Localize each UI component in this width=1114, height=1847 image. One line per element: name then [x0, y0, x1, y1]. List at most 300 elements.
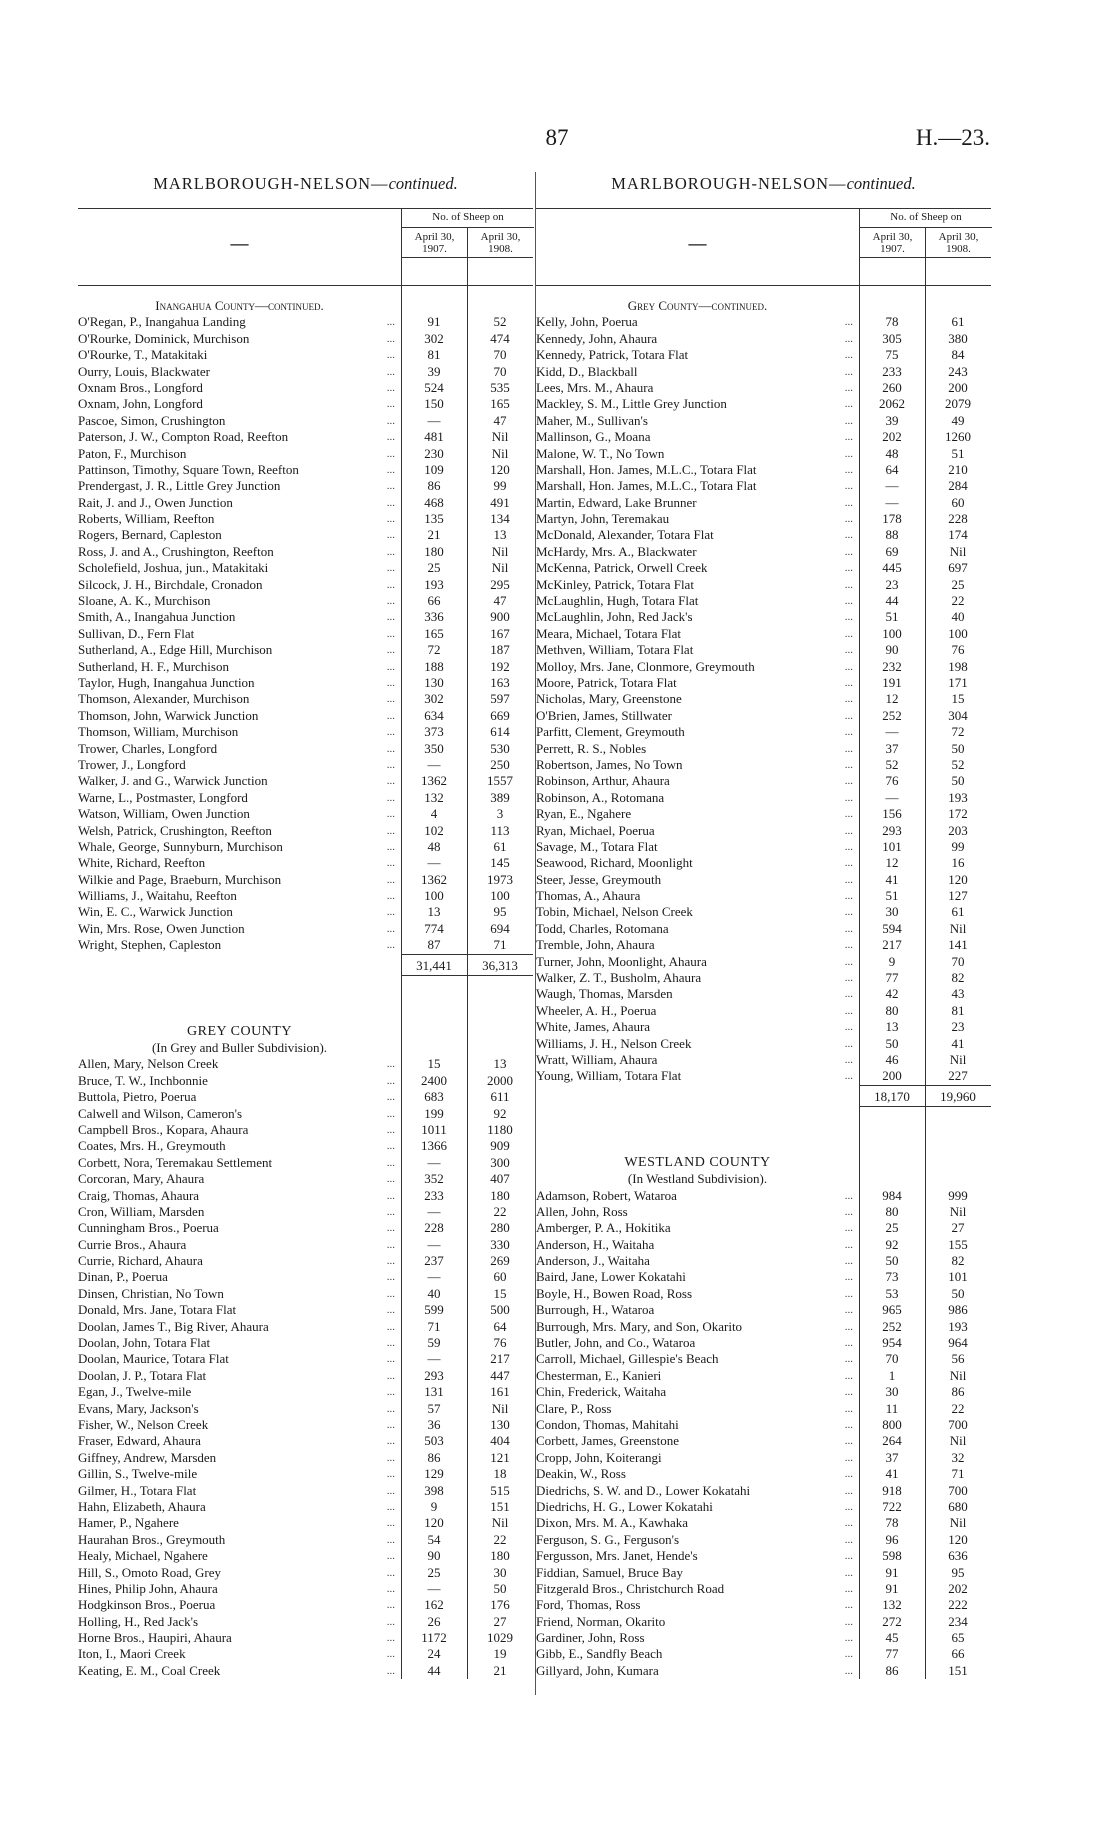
sheep-1908: 13 — [493, 1056, 507, 1072]
holder-name: Walker, Z. T., Busholm, Ahaura — [536, 970, 702, 986]
sheep-1907: 131 — [424, 1384, 444, 1400]
sheep-1908: 47 — [493, 593, 507, 609]
sheep-1908: Nil — [491, 445, 509, 461]
sheep-1907: 86 — [427, 478, 441, 494]
sheep-1907: 45 — [885, 1630, 899, 1646]
sheep-1907: 199 — [424, 1105, 444, 1121]
table-row — [78, 1384, 533, 1400]
holder-name: White, James, Ahaura — [536, 1019, 651, 1035]
sheep-1908: 15 — [493, 1285, 507, 1301]
sheep-1907: 39 — [885, 412, 899, 428]
holder-name: Win, Mrs. Rose, Owen Junction — [78, 920, 245, 936]
sheep-1907: — — [427, 756, 441, 772]
table-row — [536, 855, 991, 871]
sheep-1908: 82 — [951, 970, 965, 986]
sheep-1908: 1973 — [487, 871, 513, 887]
sheep-1907: 91 — [427, 314, 441, 330]
sheep-1907: 200 — [882, 1068, 902, 1084]
sheep-1908: 174 — [948, 527, 968, 543]
sheep-1908: 71 — [493, 937, 507, 953]
sheep-1908: 447 — [490, 1367, 510, 1383]
holder-name: Thomas, A., Ahaura — [536, 888, 641, 904]
holder-name: Paterson, J. W., Compton Road, Reefton — [78, 429, 289, 445]
holder-name: Savage, M., Totara Flat — [536, 838, 658, 854]
holder-name: Amberger, P. A., Hokitika — [536, 1220, 671, 1236]
sheep-1907: 102 — [424, 822, 444, 838]
sheep-1907: 71 — [427, 1318, 441, 1334]
sheep-1908: 330 — [490, 1236, 510, 1252]
holder-name: Boyle, H., Bowen Road, Ross — [536, 1285, 692, 1301]
sheep-1907: 1362 — [421, 871, 447, 887]
sheep-1907: — — [885, 478, 899, 494]
holder-name: Fisher, W., Nelson Creek — [78, 1417, 209, 1432]
holder-name: Waugh, Thomas, Marsden — [536, 986, 673, 1002]
sheep-1908: 222 — [948, 1597, 968, 1613]
table-row — [78, 1417, 533, 1433]
sheep-1907: 52 — [885, 756, 899, 772]
sheep-1908: 60 — [493, 1269, 507, 1285]
table-row — [78, 314, 533, 330]
sheep-1908: 694 — [490, 920, 510, 936]
sheep-1908: 697 — [948, 560, 968, 576]
sheep-1907: 11 — [885, 1400, 899, 1416]
sheep-1908: 18 — [493, 1466, 507, 1482]
holder-name: Buttola, Pietro, Poerua — [78, 1089, 197, 1105]
holder-name: Kidd, D., Blackball — [536, 363, 638, 379]
sheep-1908: 99 — [493, 478, 507, 494]
sheep-1908: 101 — [948, 1269, 968, 1285]
sheep-1908: 474 — [490, 330, 510, 346]
sheep-1908: 121 — [490, 1449, 510, 1465]
sheep-1908: 491 — [490, 494, 510, 510]
sheep-1908: 120 — [948, 871, 968, 887]
sheep-1908: 180 — [490, 1548, 510, 1564]
holder-name: Molloy, Mrs. Jane, Clonmore, Greymouth — [536, 658, 755, 674]
holder-name: Lees, Mrs. M., Ahaura — [536, 379, 654, 395]
sheep-1907: 264 — [882, 1433, 902, 1449]
sheep-1907: 1011 — [421, 1121, 447, 1137]
sheep-1908: 40 — [951, 609, 965, 625]
sheep-1908: Nil — [949, 1515, 967, 1531]
sheep-1908: 15 — [951, 691, 965, 707]
holder-name: Calwell and Wilson, Cameron's — [78, 1105, 243, 1121]
sheep-1908: 61 — [951, 904, 965, 920]
sheep-1908: 50 — [951, 773, 965, 789]
sheep-1907: 165 — [424, 625, 444, 641]
sheep-1908: 986 — [948, 1302, 968, 1318]
table-row — [536, 577, 991, 593]
sheep-1908: 141 — [948, 937, 968, 953]
sheep-1907: 46 — [885, 1051, 899, 1067]
left-table-body — [78, 286, 533, 1679]
sheep-1907: 237 — [424, 1253, 444, 1269]
holder-name: O'Rourke, T., Matakitaki — [78, 347, 208, 363]
sheep-1907: 51 — [885, 609, 899, 625]
sheep-1907: 634 — [424, 707, 444, 723]
table-row — [78, 1581, 533, 1597]
sheep-1907: 72 — [427, 642, 441, 658]
sheep-1907: 800 — [882, 1417, 902, 1432]
sheep-1908: 1180 — [487, 1121, 513, 1137]
table-row — [536, 462, 991, 478]
table-row — [536, 659, 991, 675]
sheep-1908: 76 — [493, 1335, 507, 1351]
sheep-1908: 134 — [490, 511, 510, 527]
sheep-1908: 165 — [490, 396, 510, 412]
sheep-1908: 203 — [948, 822, 968, 838]
sheep-1907: 57 — [427, 1400, 441, 1416]
table-row — [78, 724, 533, 740]
sheep-1907: 302 — [424, 691, 444, 707]
holder-name: Tobin, Michael, Nelson Creek — [536, 904, 693, 920]
sheep-1908: 597 — [490, 691, 510, 707]
sheep-1908: 180 — [490, 1187, 510, 1203]
table-row — [78, 921, 533, 937]
table-row — [536, 429, 991, 445]
sheep-1908: 176 — [490, 1597, 510, 1613]
holder-name: Perrett, R. S., Nobles — [536, 740, 647, 756]
sheep-1907: 24 — [427, 1646, 441, 1662]
sheep-1908: 66 — [951, 1646, 965, 1662]
holder-name: Parfitt, Clement, Greymouth — [536, 724, 685, 740]
table-row — [78, 642, 533, 658]
holder-name: Rait, J. and J., Owen Junction — [78, 494, 233, 510]
table-row — [78, 1253, 533, 1269]
table-row — [78, 1286, 533, 1302]
table-row — [536, 1565, 991, 1581]
section-heading-grey-continued: Grey County—continued. — [627, 298, 768, 313]
sheep-1908: Nil — [491, 560, 509, 576]
sheep-1908: Nil — [949, 543, 967, 559]
holder-name: Marshall, Hon. James, M.L.C., Totara Flat — [536, 478, 757, 494]
sheep-1907: 2400 — [421, 1072, 447, 1088]
table-row — [78, 1466, 533, 1482]
sheep-1907: 150 — [424, 396, 444, 412]
sheep-1908: 100 — [490, 888, 510, 904]
sheep-1908: 145 — [490, 855, 510, 871]
holder-name: Warne, L., Postmaster, Longford — [78, 789, 248, 805]
sheep-1907: 524 — [424, 379, 444, 395]
sheep-1907: 599 — [424, 1302, 444, 1318]
holder-name: Doolan, Maurice, Totara Flat — [78, 1351, 229, 1367]
table-row — [536, 839, 991, 855]
table-row — [78, 1335, 533, 1351]
sheep-1907: 598 — [882, 1548, 902, 1564]
table-row — [78, 396, 533, 412]
sheep-1907: 1 — [888, 1367, 896, 1383]
sheep-1907: 42 — [885, 986, 899, 1002]
table-row — [78, 790, 533, 806]
sheep-1907: 101 — [882, 838, 902, 854]
table-row — [78, 1188, 533, 1204]
sheep-1907: 96 — [885, 1531, 899, 1547]
holder-name: Allen, Mary, Nelson Creek — [78, 1056, 219, 1072]
sheep-1908: 95 — [951, 1564, 965, 1580]
sheep-1907: 30 — [885, 904, 899, 920]
sheep-1908: 13 — [493, 527, 507, 543]
header-date-1908: April 30, 1908. — [468, 231, 533, 258]
table-row — [536, 954, 991, 970]
sheep-1907: 59 — [427, 1335, 441, 1351]
sheep-1907: 70 — [885, 1351, 899, 1367]
sheep-1908: 192 — [490, 658, 510, 674]
holder-name: Cron, William, Marsden — [78, 1203, 205, 1219]
holder-name: Giffney, Andrew, Marsden — [78, 1449, 217, 1465]
sheep-1908: Nil — [491, 1515, 509, 1531]
sheep-1908: 50 — [951, 1285, 965, 1301]
inangahua-rows — [78, 314, 533, 953]
table-row — [78, 347, 533, 363]
sheep-1908: 70 — [493, 363, 507, 379]
table-row — [78, 1351, 533, 1367]
holder-name: Condon, Thomas, Mahitahi — [536, 1417, 679, 1432]
table-row — [78, 1630, 533, 1646]
table-row — [536, 1368, 991, 1384]
section-subheading-grey: (In Grey and Buller Subdivision). — [151, 1040, 328, 1056]
holder-name: Diedrichs, H. G., Lower Kokatahi — [536, 1498, 713, 1514]
sheep-1907: 398 — [424, 1482, 444, 1498]
holder-name: O'Brien, James, Stillwater — [536, 707, 672, 723]
sheep-1908: 32 — [951, 1449, 965, 1465]
sheep-1908: 500 — [490, 1302, 510, 1318]
holder-name: Fitzgerald Bros., Christchurch Road — [536, 1580, 725, 1596]
sheep-1908: 100 — [948, 625, 968, 641]
sheep-1907: 230 — [424, 445, 444, 461]
sheep-1908: 1029 — [487, 1630, 513, 1646]
holder-name: Pascoe, Simon, Crushington — [78, 412, 226, 428]
sheep-1907: — — [885, 789, 899, 805]
holder-name: Anderson, H., Waitaha — [536, 1236, 655, 1252]
sheep-1908: 389 — [490, 789, 510, 805]
sheep-1907: 75 — [885, 347, 899, 363]
holder-name: Doolan, James T., Big River, Ahaura — [78, 1318, 269, 1334]
sheep-1907: 503 — [424, 1433, 444, 1449]
sheep-1908: 22 — [951, 593, 965, 609]
table-row — [536, 1417, 991, 1433]
sheep-1907: 23 — [885, 576, 899, 592]
table-row — [536, 741, 991, 757]
holder-name: Chesterman, E., Kanieri — [536, 1367, 662, 1383]
table-row — [536, 1581, 991, 1597]
holder-name: Friend, Norman, Okarito — [536, 1613, 666, 1629]
total-1907: 18,170 — [859, 1085, 925, 1107]
sheep-1908: 21 — [493, 1662, 507, 1678]
holder-name: Thomson, William, Murchison — [78, 724, 239, 740]
sheep-1907: 37 — [885, 1449, 899, 1465]
sheep-1908: 250 — [490, 756, 510, 772]
sheep-1908: 130 — [490, 1417, 510, 1432]
sheep-1907: 40 — [427, 1285, 441, 1301]
sheep-1908: 52 — [951, 756, 965, 772]
table-row — [78, 675, 533, 691]
table-row — [78, 823, 533, 839]
holder-name: Sutherland, H. F., Murchison — [78, 658, 229, 674]
table-row — [536, 1269, 991, 1285]
table-row — [536, 1646, 991, 1662]
table-row — [536, 904, 991, 920]
sheep-1907: 92 — [885, 1236, 899, 1252]
holder-name: Holling, H., Red Jack's — [78, 1613, 199, 1629]
holder-name: Silcock, J. H., Birchdale, Cronadon — [78, 576, 263, 592]
sheep-1908: 99 — [951, 838, 965, 854]
table-row — [78, 757, 533, 773]
table-row — [78, 462, 533, 478]
sheep-1907: 76 — [885, 773, 899, 789]
right-table-body — [536, 286, 991, 1679]
inangahua-total-row — [78, 954, 533, 976]
holder-name: McKinley, Patrick, Totara Flat — [536, 576, 694, 592]
table-row — [536, 1204, 991, 1220]
sheep-1908: 669 — [490, 707, 510, 723]
sheep-1908: 16 — [951, 855, 965, 871]
table-row — [78, 331, 533, 347]
sheep-1908: 515 — [490, 1482, 510, 1498]
holder-name: Sullivan, D., Fern Flat — [78, 625, 195, 641]
holder-name: Maher, M., Sullivan's — [536, 412, 648, 428]
holder-name: Anderson, J., Waitaha — [536, 1253, 650, 1269]
total-1907: 31,441 — [401, 954, 467, 976]
holder-name: Tremble, John, Ahaura — [536, 937, 655, 953]
table-row — [536, 1052, 991, 1068]
holder-name: McLaughlin, John, Red Jack's — [536, 609, 693, 625]
holder-name: Gillin, S., Twelve-mile — [78, 1466, 198, 1482]
holder-name: Paton, F., Murchison — [78, 445, 187, 461]
table-row — [536, 511, 991, 527]
sheep-1907: 90 — [885, 642, 899, 658]
sheep-1907: 77 — [885, 1646, 899, 1662]
sheep-1907: 293 — [424, 1367, 444, 1383]
sheep-1908: 200 — [948, 379, 968, 395]
sheep-1907: 91 — [885, 1564, 899, 1580]
sheep-1907: 77 — [885, 970, 899, 986]
holder-name: Taylor, Hugh, Inangahua Junction — [78, 674, 255, 690]
holder-name: Corbett, James, Greenstone — [536, 1433, 679, 1449]
sheep-1907: 25 — [885, 1220, 899, 1236]
table-row — [78, 527, 533, 543]
sheep-1908: 120 — [948, 1531, 968, 1547]
holder-name: Methven, William, Totara Flat — [536, 642, 694, 658]
table-row — [78, 872, 533, 888]
table-row — [536, 1499, 991, 1515]
left-column — [78, 172, 533, 1679]
holder-name: Whale, George, Sunnyburn, Murchison — [78, 838, 283, 854]
page-reference: H.—23. — [915, 125, 990, 150]
sheep-1907: 64 — [885, 461, 899, 477]
sheep-1908: 70 — [951, 953, 965, 969]
holder-name: Adamson, Robert, Wataroa — [536, 1187, 677, 1203]
table-row — [536, 1466, 991, 1482]
table-row — [536, 1068, 991, 1084]
sheep-1907: 130 — [424, 674, 444, 690]
section-subheading-westland: (In Westland Subdivision). — [627, 1171, 768, 1187]
sheep-1908: 700 — [948, 1482, 968, 1498]
table-row — [536, 331, 991, 347]
table-row — [536, 1286, 991, 1302]
holder-name: Wilkie and Page, Braeburn, Murchison — [78, 871, 282, 887]
sheep-1908: 27 — [493, 1613, 507, 1629]
table-row — [78, 1319, 533, 1335]
sheep-1907: 88 — [885, 527, 899, 543]
table-row — [536, 708, 991, 724]
sheep-1907: 468 — [424, 494, 444, 510]
table-row — [78, 1155, 533, 1171]
sheep-1908: 304 — [948, 707, 968, 723]
sheep-1907: 36 — [427, 1417, 441, 1432]
holder-name: Currie, Richard, Ahaura — [78, 1253, 203, 1269]
table-row — [536, 691, 991, 707]
sheep-1908: 2000 — [487, 1072, 513, 1088]
table-row — [78, 1565, 533, 1581]
table-row — [536, 806, 991, 822]
table-row — [536, 380, 991, 396]
holder-name: Martin, Edward, Lake Brunner — [536, 494, 697, 510]
total-1908: 36,313 — [467, 954, 533, 976]
sheep-1908: 52 — [493, 314, 507, 330]
sheep-1908: 151 — [948, 1662, 968, 1678]
sheep-1907: 25 — [427, 1564, 441, 1580]
left-table-header — [78, 208, 533, 286]
sheep-1907: 373 — [424, 724, 444, 740]
sheep-1908: 210 — [948, 461, 968, 477]
table-row — [78, 904, 533, 920]
sheep-1907: 21 — [427, 527, 441, 543]
table-row — [536, 1483, 991, 1499]
table-row — [536, 1433, 991, 1449]
sheep-1908: 47 — [493, 412, 507, 428]
holder-name: Ryan, E., Ngahere — [536, 806, 632, 822]
sheep-1907: 120 — [424, 1515, 444, 1531]
table-row — [536, 593, 991, 609]
holder-name: Kelly, John, Poerua — [536, 314, 638, 330]
sheep-1907: 13 — [427, 904, 441, 920]
sheep-1907: 81 — [427, 347, 441, 363]
table-row — [536, 1384, 991, 1400]
sheep-1908: 51 — [951, 445, 965, 461]
table-row — [78, 1532, 533, 1548]
sheep-1907: 78 — [885, 1515, 899, 1531]
sheep-1907: 193 — [424, 576, 444, 592]
table-row — [536, 1237, 991, 1253]
table-row — [536, 986, 991, 1002]
holder-name: Thomson, Alexander, Murchison — [78, 691, 250, 707]
table-row — [78, 1433, 533, 1449]
westland-rows — [536, 1188, 991, 1680]
holder-name: Hines, Philip John, Ahaura — [78, 1580, 218, 1596]
table-row — [536, 495, 991, 511]
sheep-1907: 25 — [427, 560, 441, 576]
sheep-1908: 25 — [951, 576, 965, 592]
table-row — [536, 1630, 991, 1646]
sheep-1908: 19 — [493, 1646, 507, 1662]
sheep-1907: 1362 — [421, 773, 447, 789]
table-row — [536, 1019, 991, 1035]
sheep-1907: 954 — [882, 1335, 902, 1351]
table-row — [536, 1319, 991, 1335]
sheep-1907: 445 — [882, 560, 902, 576]
sheep-1907: 100 — [424, 888, 444, 904]
sheep-1907: 41 — [885, 1466, 899, 1482]
sheep-1908: 187 — [490, 642, 510, 658]
sheep-1908: 535 — [490, 379, 510, 395]
holder-name: Dinan, P., Poerua — [78, 1269, 168, 1285]
holder-name: Nicholas, Mary, Greenstone — [536, 691, 682, 707]
sheep-1907: 180 — [424, 543, 444, 559]
sheep-1908: 49 — [951, 412, 965, 428]
sheep-1907: — — [427, 1154, 441, 1170]
table-row — [78, 1122, 533, 1138]
holder-name: O'Rourke, Dominick, Murchison — [78, 330, 250, 346]
sheep-1907: 44 — [885, 593, 899, 609]
